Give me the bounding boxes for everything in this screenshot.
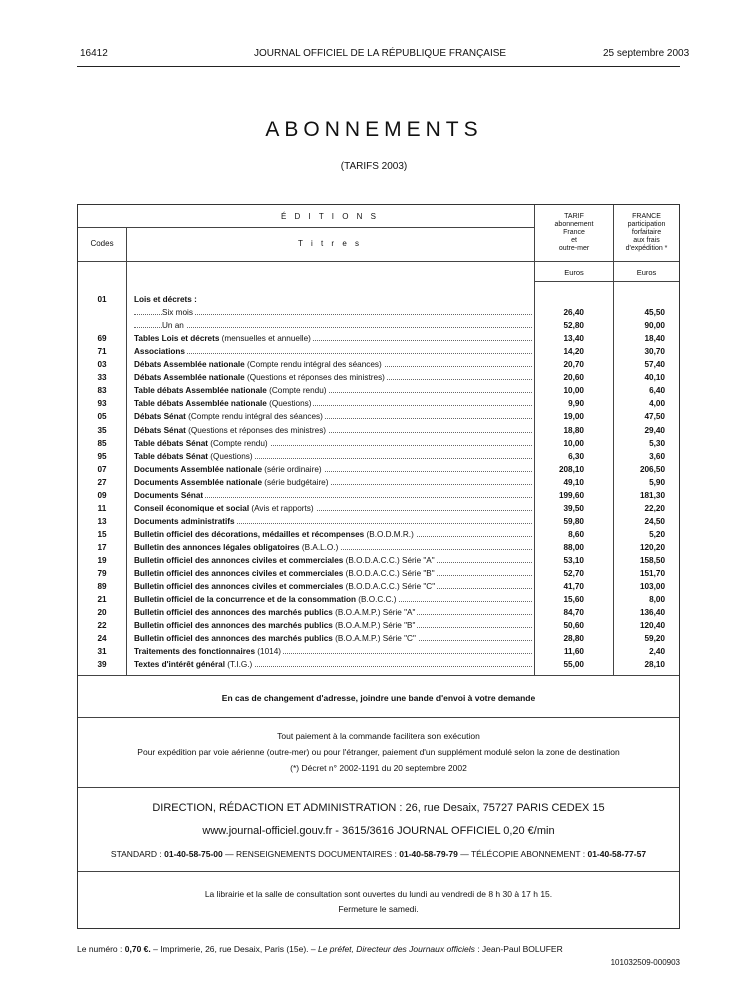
row-title-text bbox=[134, 491, 205, 500]
tarif-value: 13,40 bbox=[563, 334, 584, 344]
table-row bbox=[78, 658, 679, 671]
row-code: 69 bbox=[97, 334, 107, 344]
row-title bbox=[134, 424, 532, 437]
header-line: TARIF bbox=[564, 213, 584, 220]
divider bbox=[78, 227, 534, 228]
row-title-text bbox=[134, 634, 418, 643]
table-row bbox=[78, 541, 679, 554]
row-title-bold: Débats Sénat bbox=[134, 412, 186, 422]
row-title-text bbox=[134, 373, 387, 382]
row-title bbox=[134, 567, 532, 580]
row-code: 35 bbox=[97, 425, 107, 435]
shipping-value: 5,90 bbox=[649, 477, 665, 487]
tarif-value: 39,50 bbox=[563, 503, 584, 513]
row-title-bold: Bulletin officiel des annonces des marchés publics bbox=[134, 608, 333, 618]
row-title-rest: Un an bbox=[162, 321, 184, 331]
row-title-text bbox=[134, 582, 437, 591]
row-title-text bbox=[134, 347, 187, 356]
tarif-value: 59,80 bbox=[563, 516, 584, 526]
row-title-bold: Bulletin officiel de la concurrence et de la consommation bbox=[134, 595, 357, 605]
payment-line-1: Tout paiement à la commande facilitera son exécution bbox=[277, 731, 480, 741]
row-code: 27 bbox=[97, 477, 107, 487]
fax-label: — TÉLÉCOPIE ABONNEMENT : bbox=[460, 849, 586, 859]
header-line: France bbox=[563, 229, 585, 236]
phone-line bbox=[78, 849, 679, 859]
tarif-value: 52,80 bbox=[563, 321, 584, 331]
row-title-text bbox=[134, 556, 437, 565]
row-title-rest: (Questions) bbox=[266, 399, 312, 409]
france-col-header bbox=[614, 213, 679, 253]
shipping-value: 151,70 bbox=[639, 569, 665, 579]
row-title-text bbox=[134, 543, 340, 552]
row-title-bold: Table débats Assemblée nationale bbox=[134, 386, 267, 396]
row-title bbox=[134, 606, 532, 619]
tarif-value: 15,60 bbox=[563, 595, 584, 605]
row-title-bold: Bulletin officiel des annonces civiles et commerciales bbox=[134, 556, 344, 565]
divider bbox=[78, 261, 679, 262]
row-title bbox=[134, 528, 532, 541]
divider bbox=[78, 675, 679, 676]
row-title-text bbox=[134, 608, 417, 617]
row-title-rest: (Questions et réponses des ministres) bbox=[185, 425, 327, 435]
row-title-rest: (Compte rendu) bbox=[208, 438, 268, 448]
shipping-value: 18,40 bbox=[644, 334, 665, 344]
shipping-value: 120,40 bbox=[639, 621, 665, 631]
row-code: 33 bbox=[97, 373, 107, 383]
row-title-rest: (Questions) bbox=[208, 451, 253, 461]
row-title-rest: (B.O.D.M.R.) bbox=[364, 529, 414, 539]
shipping-value: 8,00 bbox=[649, 595, 665, 605]
codes-header: Codes bbox=[90, 239, 114, 248]
tarif-value: 52,70 bbox=[563, 569, 584, 579]
table-row bbox=[78, 397, 679, 410]
row-title-rest: (B.O.A.M.P.) Série "C" bbox=[332, 634, 416, 644]
tarif-value: 50,60 bbox=[563, 621, 584, 631]
row-title bbox=[162, 319, 560, 332]
shipping-value: 90,00 bbox=[644, 321, 665, 331]
row-title bbox=[134, 332, 532, 345]
address-change-notice: En cas de changement d'adresse, joindre une bande d'envoi à votre demande bbox=[221, 693, 536, 703]
row-title-bold: Documents Assemblée nationale bbox=[134, 477, 263, 487]
row-title bbox=[134, 410, 532, 423]
decree-note: (*) Décret n° 2002-1191 du 20 septembre 2002 bbox=[290, 763, 467, 773]
table-row bbox=[78, 476, 679, 489]
row-title bbox=[134, 554, 532, 567]
row-title-text bbox=[134, 595, 399, 604]
tarif-value: 84,70 bbox=[563, 608, 584, 618]
row-title-rest: (B.O.D.A.C.C.) Série "A" bbox=[343, 556, 435, 565]
row-title bbox=[134, 450, 532, 463]
closing-note: Fermeture le samedi. bbox=[338, 904, 419, 914]
row-title bbox=[134, 384, 532, 397]
row-title bbox=[134, 658, 532, 671]
row-title-text bbox=[134, 334, 313, 343]
tarif-value: 6,30 bbox=[568, 451, 584, 461]
director-name: : Jean-Paul BOLUFER bbox=[474, 944, 563, 954]
table-row bbox=[78, 619, 679, 632]
fax-number: 01-40-58-77-57 bbox=[587, 849, 647, 859]
row-title-bold: Associations bbox=[134, 347, 185, 357]
direction-address: DIRECTION, RÉDACTION ET ADMINISTRATION : 26, rue Desaix, 75727 PARIS CEDEX 15 bbox=[152, 802, 605, 814]
row-title-text bbox=[134, 386, 329, 395]
shipping-value: 4,00 bbox=[649, 399, 665, 409]
shipping-value: 45,50 bbox=[644, 308, 665, 318]
row-title-rest: (B.O.A.M.P.) Série "B" bbox=[332, 621, 416, 631]
row-title-bold: Bulletin officiel des annonces civiles et commerciales bbox=[134, 569, 344, 579]
row-title-bold: Bulletin officiel des annonces des marchés publics bbox=[134, 621, 333, 631]
tarif-col-header bbox=[535, 213, 613, 253]
table-row bbox=[78, 606, 679, 619]
tarif-value: 208,10 bbox=[558, 464, 584, 474]
row-title-text bbox=[134, 399, 313, 408]
shipping-value: 47,50 bbox=[644, 412, 665, 422]
shipping-value: 158,50 bbox=[639, 556, 665, 565]
row-code: 15 bbox=[97, 529, 107, 539]
tarif-value: 8,60 bbox=[568, 529, 584, 539]
tarif-value: 49,10 bbox=[563, 477, 584, 487]
row-title-bold: Débats Assemblée nationale bbox=[134, 360, 245, 370]
divider bbox=[534, 281, 679, 282]
row-code: 95 bbox=[97, 451, 107, 461]
row-code: 39 bbox=[97, 660, 107, 670]
price-value: 0,70 €. bbox=[124, 944, 151, 954]
row-title-text bbox=[134, 530, 416, 539]
page-subtitle: (TARIFS 2003) bbox=[340, 161, 408, 172]
row-title-bold: Bulletin officiel des annonces civiles et commerciales bbox=[134, 582, 344, 592]
shipping-value: 22,20 bbox=[644, 503, 665, 513]
row-title-bold: Bulletin officiel des décorations, médailles et récompenses bbox=[134, 529, 365, 539]
reference-number: 101032509-000903 bbox=[610, 958, 680, 967]
table-row bbox=[78, 632, 679, 645]
row-title-rest: (T.I.G.) bbox=[224, 660, 253, 670]
row-title bbox=[134, 293, 532, 306]
page-number: 16412 bbox=[80, 48, 108, 59]
row-title-rest: (Avis et rapports) bbox=[249, 503, 314, 513]
website-line: www.journal-officiel.gouv.fr - 3615/3616 JOURNAL OFFICIEL 0,20 €/min bbox=[202, 825, 555, 837]
row-title bbox=[134, 358, 532, 371]
row-title-bold: Documents Assemblée nationale bbox=[134, 464, 263, 474]
row-code: 89 bbox=[97, 582, 107, 592]
row-code: 21 bbox=[97, 595, 107, 605]
row-title-text bbox=[134, 360, 384, 369]
rens-number: 01-40-58-79-79 bbox=[399, 849, 458, 859]
row-code: 07 bbox=[97, 464, 107, 474]
row-title-bold: Table débats Assemblée nationale bbox=[134, 399, 267, 409]
printer-info: – Imprimerie, 26, rue Desaix, Paris (15e). – bbox=[150, 944, 318, 954]
header-line: aux frais bbox=[633, 237, 660, 244]
row-code: 93 bbox=[97, 399, 107, 409]
row-title-text bbox=[134, 621, 417, 630]
row-title-rest: (B.A.L.O.) bbox=[299, 542, 339, 552]
row-title-rest: (mensuelles et annuelle) bbox=[219, 334, 311, 344]
row-title-text bbox=[162, 308, 195, 317]
shipping-value: 29,40 bbox=[644, 425, 665, 435]
row-title bbox=[162, 306, 560, 319]
rens-label: — RENSEIGNEMENTS DOCUMENTAIRES : bbox=[225, 849, 397, 859]
row-title-text bbox=[134, 647, 283, 656]
table-row bbox=[78, 489, 679, 502]
row-code: 71 bbox=[97, 347, 107, 357]
tariff-box bbox=[77, 204, 680, 929]
row-title-rest: (B.O.D.A.C.C.) Série "C" bbox=[343, 582, 436, 592]
row-title-text bbox=[134, 660, 254, 669]
row-code: 05 bbox=[97, 412, 107, 422]
row-title-rest: (B.O.C.C.) bbox=[356, 595, 397, 605]
row-title-text bbox=[134, 412, 325, 421]
row-title-text bbox=[134, 478, 330, 487]
table-row bbox=[78, 645, 679, 658]
table-row bbox=[78, 332, 679, 345]
row-code: 22 bbox=[97, 621, 107, 631]
header-line: d'expédition * bbox=[625, 245, 668, 252]
tarif-value: 55,00 bbox=[563, 660, 584, 670]
table-row bbox=[78, 593, 679, 606]
shipping-value: 24,50 bbox=[644, 516, 665, 526]
row-title bbox=[134, 619, 532, 632]
table-row bbox=[78, 371, 679, 384]
shipping-value: 103,00 bbox=[639, 582, 665, 592]
table-row bbox=[78, 437, 679, 450]
divider bbox=[78, 787, 679, 788]
divider bbox=[78, 871, 679, 872]
tarif-value: 14,20 bbox=[563, 347, 584, 357]
issue-date: 25 septembre 2003 bbox=[603, 48, 690, 59]
row-code: 24 bbox=[97, 634, 107, 644]
row-title-bold: Table débats Sénat bbox=[134, 438, 209, 448]
row-title-text bbox=[134, 465, 324, 474]
row-title-text bbox=[162, 321, 186, 330]
shipping-value: 136,40 bbox=[639, 608, 665, 618]
tarif-value: 28,80 bbox=[563, 634, 584, 644]
row-title-bold: Textes d'intérêt général bbox=[134, 660, 225, 670]
tarif-value: 41,70 bbox=[563, 582, 584, 592]
tarif-value: 88,00 bbox=[563, 542, 584, 552]
row-title-rest: (série ordinaire) bbox=[262, 464, 322, 474]
shipping-value: 28,10 bbox=[644, 660, 665, 670]
row-title bbox=[134, 645, 532, 658]
row-title-text bbox=[134, 439, 270, 448]
row-title bbox=[134, 580, 532, 593]
header-line: forfaitaire bbox=[631, 229, 662, 236]
row-title-bold: Documents Sénat bbox=[134, 490, 204, 500]
tarif-value: 11,60 bbox=[563, 647, 584, 657]
row-title-rest: (B.O.A.M.P.) Série "A" bbox=[332, 608, 416, 618]
table-row bbox=[78, 450, 679, 463]
row-title bbox=[134, 463, 532, 476]
table-row bbox=[78, 463, 679, 476]
row-title-text bbox=[134, 504, 316, 513]
row-title-bold: Débats Assemblée nationale bbox=[134, 373, 245, 383]
row-title bbox=[134, 371, 532, 384]
header-rule bbox=[77, 66, 680, 67]
tarif-value: 9,90 bbox=[568, 399, 584, 409]
tarif-value: 18,80 bbox=[563, 425, 584, 435]
standard-number: 01-40-58-75-00 bbox=[164, 849, 223, 859]
row-title-bold: Bulletin officiel des annonces des marchés publics bbox=[134, 634, 333, 644]
row-title-text bbox=[134, 426, 328, 435]
opening-hours: La librairie et la salle de consultation sont ouvertes du lundi au vendredi de 8 h 30 à 17 h 15. bbox=[204, 889, 553, 899]
row-title-text bbox=[134, 452, 255, 461]
row-title bbox=[134, 345, 532, 358]
row-title bbox=[134, 515, 532, 528]
table-row bbox=[78, 554, 679, 567]
row-code: 85 bbox=[97, 438, 107, 448]
shipping-value: 57,40 bbox=[644, 360, 665, 370]
row-title-rest: (1014) bbox=[255, 647, 281, 657]
table-row bbox=[78, 502, 679, 515]
page-title: ABONNEMENTS bbox=[265, 118, 483, 141]
row-title-bold: Lois et décrets : bbox=[134, 295, 197, 304]
row-code: 09 bbox=[97, 490, 107, 500]
unit-euros-1: Euros bbox=[564, 268, 584, 277]
header-line: participation bbox=[627, 221, 666, 228]
shipping-value: 30,70 bbox=[644, 347, 665, 357]
row-title-text bbox=[134, 569, 437, 578]
titres-header: T i t r e s bbox=[298, 239, 362, 248]
row-title-rest: (B.O.D.A.C.C.) Série "B" bbox=[343, 569, 435, 579]
shipping-value: 5,20 bbox=[649, 529, 665, 539]
row-code: 01 bbox=[97, 295, 107, 304]
tarif-value: 20,60 bbox=[563, 373, 584, 383]
shipping-value: 181,30 bbox=[639, 490, 665, 500]
table-row bbox=[78, 293, 679, 306]
table-row bbox=[78, 567, 679, 580]
shipping-value: 120,20 bbox=[639, 542, 665, 552]
tarif-value: 10,00 bbox=[563, 386, 584, 396]
row-title-bold: Table débats Sénat bbox=[134, 451, 209, 461]
row-title bbox=[134, 397, 532, 410]
row-code: 13 bbox=[97, 516, 107, 526]
row-code: 17 bbox=[97, 542, 107, 552]
row-title-bold: Tables Lois et décrets bbox=[134, 334, 220, 344]
unit-euros-2: Euros bbox=[636, 268, 657, 277]
tarif-value: 26,40 bbox=[563, 308, 584, 318]
row-title bbox=[134, 489, 532, 502]
shipping-value: 6,40 bbox=[649, 386, 665, 396]
table-row bbox=[78, 410, 679, 423]
tarif-value: 20,70 bbox=[563, 360, 584, 370]
standard-label: STANDARD : bbox=[110, 849, 162, 859]
row-code: 03 bbox=[97, 360, 107, 370]
table-row bbox=[78, 319, 679, 332]
table-row bbox=[78, 424, 679, 437]
row-title bbox=[134, 476, 532, 489]
imprint-line bbox=[77, 944, 680, 954]
row-title-bold: Documents administratifs bbox=[134, 516, 235, 526]
tarif-value: 53,10 bbox=[563, 556, 584, 565]
row-title-rest: (Questions et réponses des ministres) bbox=[244, 373, 385, 383]
divider bbox=[78, 717, 679, 718]
table-row bbox=[78, 306, 679, 319]
prefect-title: Le préfet, Directeur des Journaux officiels bbox=[317, 944, 475, 954]
row-code: 83 bbox=[97, 386, 107, 396]
row-title bbox=[134, 541, 532, 554]
tarif-value: 199,60 bbox=[558, 490, 584, 500]
payment-line-2: Pour expédition par voie aérienne (outre-mer) ou pour l'étranger, paiement d'un supplément modulé selon la zone de destination bbox=[137, 747, 620, 757]
price-label: Le numéro : bbox=[77, 944, 123, 954]
table-row bbox=[78, 515, 679, 528]
journal-title: JOURNAL OFFICIEL DE LA RÉPUBLIQUE FRANÇAISE bbox=[254, 48, 507, 59]
editions-header: É D I T I O N S bbox=[280, 212, 380, 221]
row-title bbox=[134, 437, 532, 450]
table-row bbox=[78, 358, 679, 371]
row-title bbox=[134, 593, 532, 606]
tarif-value: 19,00 bbox=[563, 412, 584, 422]
row-title-bold: Traitements des fonctionnaires bbox=[134, 647, 256, 657]
shipping-value: 40,10 bbox=[644, 373, 665, 383]
shipping-value: 206,50 bbox=[639, 464, 665, 474]
row-title-rest: Six mois bbox=[162, 308, 193, 318]
shipping-value: 3,60 bbox=[649, 451, 665, 461]
table-row bbox=[78, 384, 679, 397]
row-code: 79 bbox=[97, 569, 107, 579]
header-line: abonnement bbox=[554, 221, 594, 228]
row-title-text bbox=[134, 295, 199, 304]
row-title-rest: (Compte rendu intégral des séances) bbox=[185, 412, 323, 422]
shipping-value: 5,30 bbox=[649, 438, 665, 448]
row-title-bold: Conseil économique et social bbox=[134, 503, 250, 513]
row-code: 20 bbox=[97, 608, 107, 618]
header-line: et bbox=[571, 237, 577, 244]
shipping-value: 59,20 bbox=[644, 634, 665, 644]
row-title-rest: (Compte rendu intégral des séances) bbox=[244, 360, 382, 370]
row-title-bold: Débats Sénat bbox=[134, 425, 186, 435]
row-title bbox=[134, 632, 532, 645]
row-code: 31 bbox=[97, 647, 107, 657]
row-title-rest: (Compte rendu) bbox=[266, 386, 327, 396]
row-title-rest: (série budgétaire) bbox=[262, 477, 329, 487]
header-line: outre-mer bbox=[558, 245, 590, 252]
row-title-text bbox=[134, 517, 237, 526]
tarif-value: 10,00 bbox=[563, 438, 584, 448]
shipping-value: 2,40 bbox=[649, 647, 665, 657]
table-row bbox=[78, 345, 679, 358]
table-row bbox=[78, 580, 679, 593]
row-title-bold: Bulletin des annonces légales obligatoires bbox=[134, 542, 300, 552]
table-row bbox=[78, 528, 679, 541]
row-code: 11 bbox=[97, 503, 107, 513]
row-code: 19 bbox=[97, 556, 107, 565]
row-title bbox=[134, 502, 532, 515]
header-line: FRANCE bbox=[632, 213, 661, 220]
